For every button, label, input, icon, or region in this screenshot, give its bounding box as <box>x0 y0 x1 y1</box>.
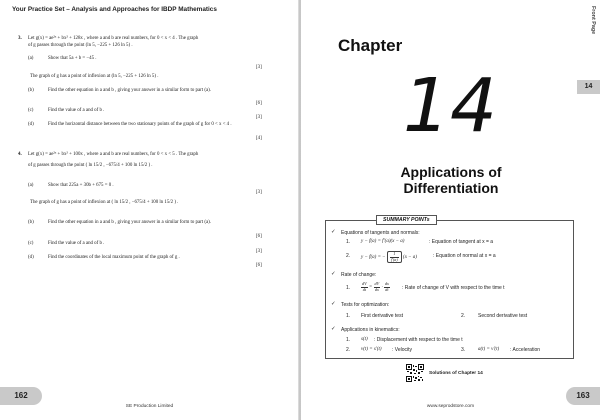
question-stem-line: Let g(x) = ae²ˣ + bx² + 100x , where a and b are real numbers, for 0 < x < 5 . The graph <box>28 152 199 157</box>
list-number: 1. <box>346 285 351 291</box>
list-number: 1. <box>346 239 351 245</box>
question-stem-line: of g passes through the point (ln 5, −225 + 126 ln 5) . <box>28 42 133 48</box>
chapter-title: Applications of Differentiation <box>400 164 502 196</box>
left-page: Your Practice Set – Analysis and Approaches for IBDP Mathematics 3. Let g(x) = ae²ˣ + bx² + 128x , where a and b are real numbers, for 0 < x < 4 . The graph of g passes through the point (ln 5, −225 + 126 ln 5) . (a) Show that 5a + b = −45 . [3] The graph of g has a point of inflexion at (ln 5, −225 + 126 ln 5) . (b) Find the other equation in a and b , giving your answer in a similar form to part (a). [6] (c) Find the value of a and of b . [3] (d) Find the horizontal distance between the two stationary points of the graph of g for 0 < x < 4 . [4] 4. Let g(x) = ae²ˣ + bx² + 100x , where a and b are real numbers, for 0 < x < 5 . The graph of g passes through the point ( ln 15/2 , −675/4 + 100 ln 15/2 ) . (a) Show that 225a + 30b + 675 = 0 . [3] The graph of g has a point of inflexion at ( ln 15/2 , −675/4 + 100 ln 15/2 ) . (b) Find the other equation in a and b , giving your answer in a similar form to part (a). [6] (c) Find the value of a and of b . [3] (d) Find the coordinates of the local maximum point of the graph of g . [6] 162 SE Production Limited <box>0 0 299 420</box>
check-icon: ✓ <box>331 326 336 332</box>
formula-description: : Displacement with respect to the time t <box>374 337 463 343</box>
list-number: 1. <box>346 337 351 343</box>
formula: y − f(a) = − $\frac{1}{f'(a)}$ (x − a) <box>361 251 417 262</box>
formula-description: : Rate of change of V with respect to the time t <box>402 285 505 291</box>
question-info: The graph of g has a point of inflexion at (ln 5, −225 + 126 ln 5) . <box>30 74 159 79</box>
marks: [3] <box>256 115 262 120</box>
summary-heading: Rate of change: <box>341 272 377 278</box>
chapter-label: Chapter <box>338 36 403 55</box>
page-footer: www.seprodstore.com <box>426 404 475 409</box>
marks: [6] <box>256 263 262 268</box>
formula: v(t) = s′(t) <box>361 347 382 352</box>
summary-heading: Equations of tangents and normals: <box>341 230 420 236</box>
summary-item: Second derivative test <box>478 313 528 319</box>
list-number: 2. <box>346 253 351 259</box>
list-number: 3. <box>461 347 466 353</box>
page-footer: SE Production Limited <box>125 404 174 409</box>
formula-description: : Acceleration <box>510 347 541 353</box>
formula-description: : Velocity <box>392 347 413 353</box>
summary-points-box <box>325 217 574 359</box>
front-page-label: Front Page <box>590 6 596 35</box>
chapter-number: 14 <box>402 63 498 149</box>
question-4 <box>18 152 266 169</box>
summary-item: First derivative test <box>361 313 403 319</box>
page-number: 163 <box>566 387 600 405</box>
right-page <box>301 0 600 420</box>
check-icon: ✓ <box>331 271 336 277</box>
summary-points-label: SUMMARY POINTs <box>376 215 437 225</box>
page-number: 162 <box>0 387 42 405</box>
marks: [3] <box>256 190 262 195</box>
check-icon: ✓ <box>331 229 336 235</box>
formula: y − f(a) = f′(a)(x − a) <box>361 239 405 244</box>
page-header: Your Practice Set – Analysis and Approaches for IBDP Mathematics <box>12 6 217 13</box>
check-icon: ✓ <box>331 301 336 307</box>
formula-description: : Equation of normal at x = a <box>433 253 496 259</box>
list-number: 2. <box>461 313 466 319</box>
question-3 <box>18 36 266 49</box>
chapter-side-tab: 14 <box>577 80 600 94</box>
formula-description: : Equation of tangent at x = a <box>429 239 494 245</box>
summary-heading: Tests for optimization: <box>341 302 390 308</box>
marks: [3] <box>256 65 262 70</box>
formula: s(t) <box>361 337 368 342</box>
question-stem-line: Let g(x) = ae²ˣ + bx² + 128x , where a and b are real numbers, for 0 < x < 4 . The graph <box>28 36 199 41</box>
formula: a(t) = v′(t) <box>478 347 500 352</box>
marks: [6] <box>256 234 262 239</box>
summary-heading: Applications in kinematics: <box>341 327 400 333</box>
list-number: 2. <box>346 347 351 353</box>
list-number: 1. <box>346 313 351 319</box>
qr-code-icon[interactable] <box>406 364 424 382</box>
formula: $\frac{dV}{dt}$ = $\frac{dV}{dx}$ · $\frac{dx}{dt}$ <box>362 281 389 292</box>
marks: [3] <box>256 249 262 254</box>
question-stem-line: of g passes through the point ( ln 15/2 , −675/4 + 100 ln 15/2 ) . <box>28 162 153 168</box>
question-number: 3. <box>18 36 22 41</box>
marks: [4] <box>256 136 262 141</box>
question-number: 4. <box>18 152 22 157</box>
question-info: The graph of g has a point of inflexion at ( ln 15/2 , −675/4 + 100 ln 15/2 ) . <box>30 200 179 205</box>
marks: [6] <box>256 101 262 106</box>
solutions-link[interactable]: Solutions of Chapter 14 <box>429 371 483 376</box>
